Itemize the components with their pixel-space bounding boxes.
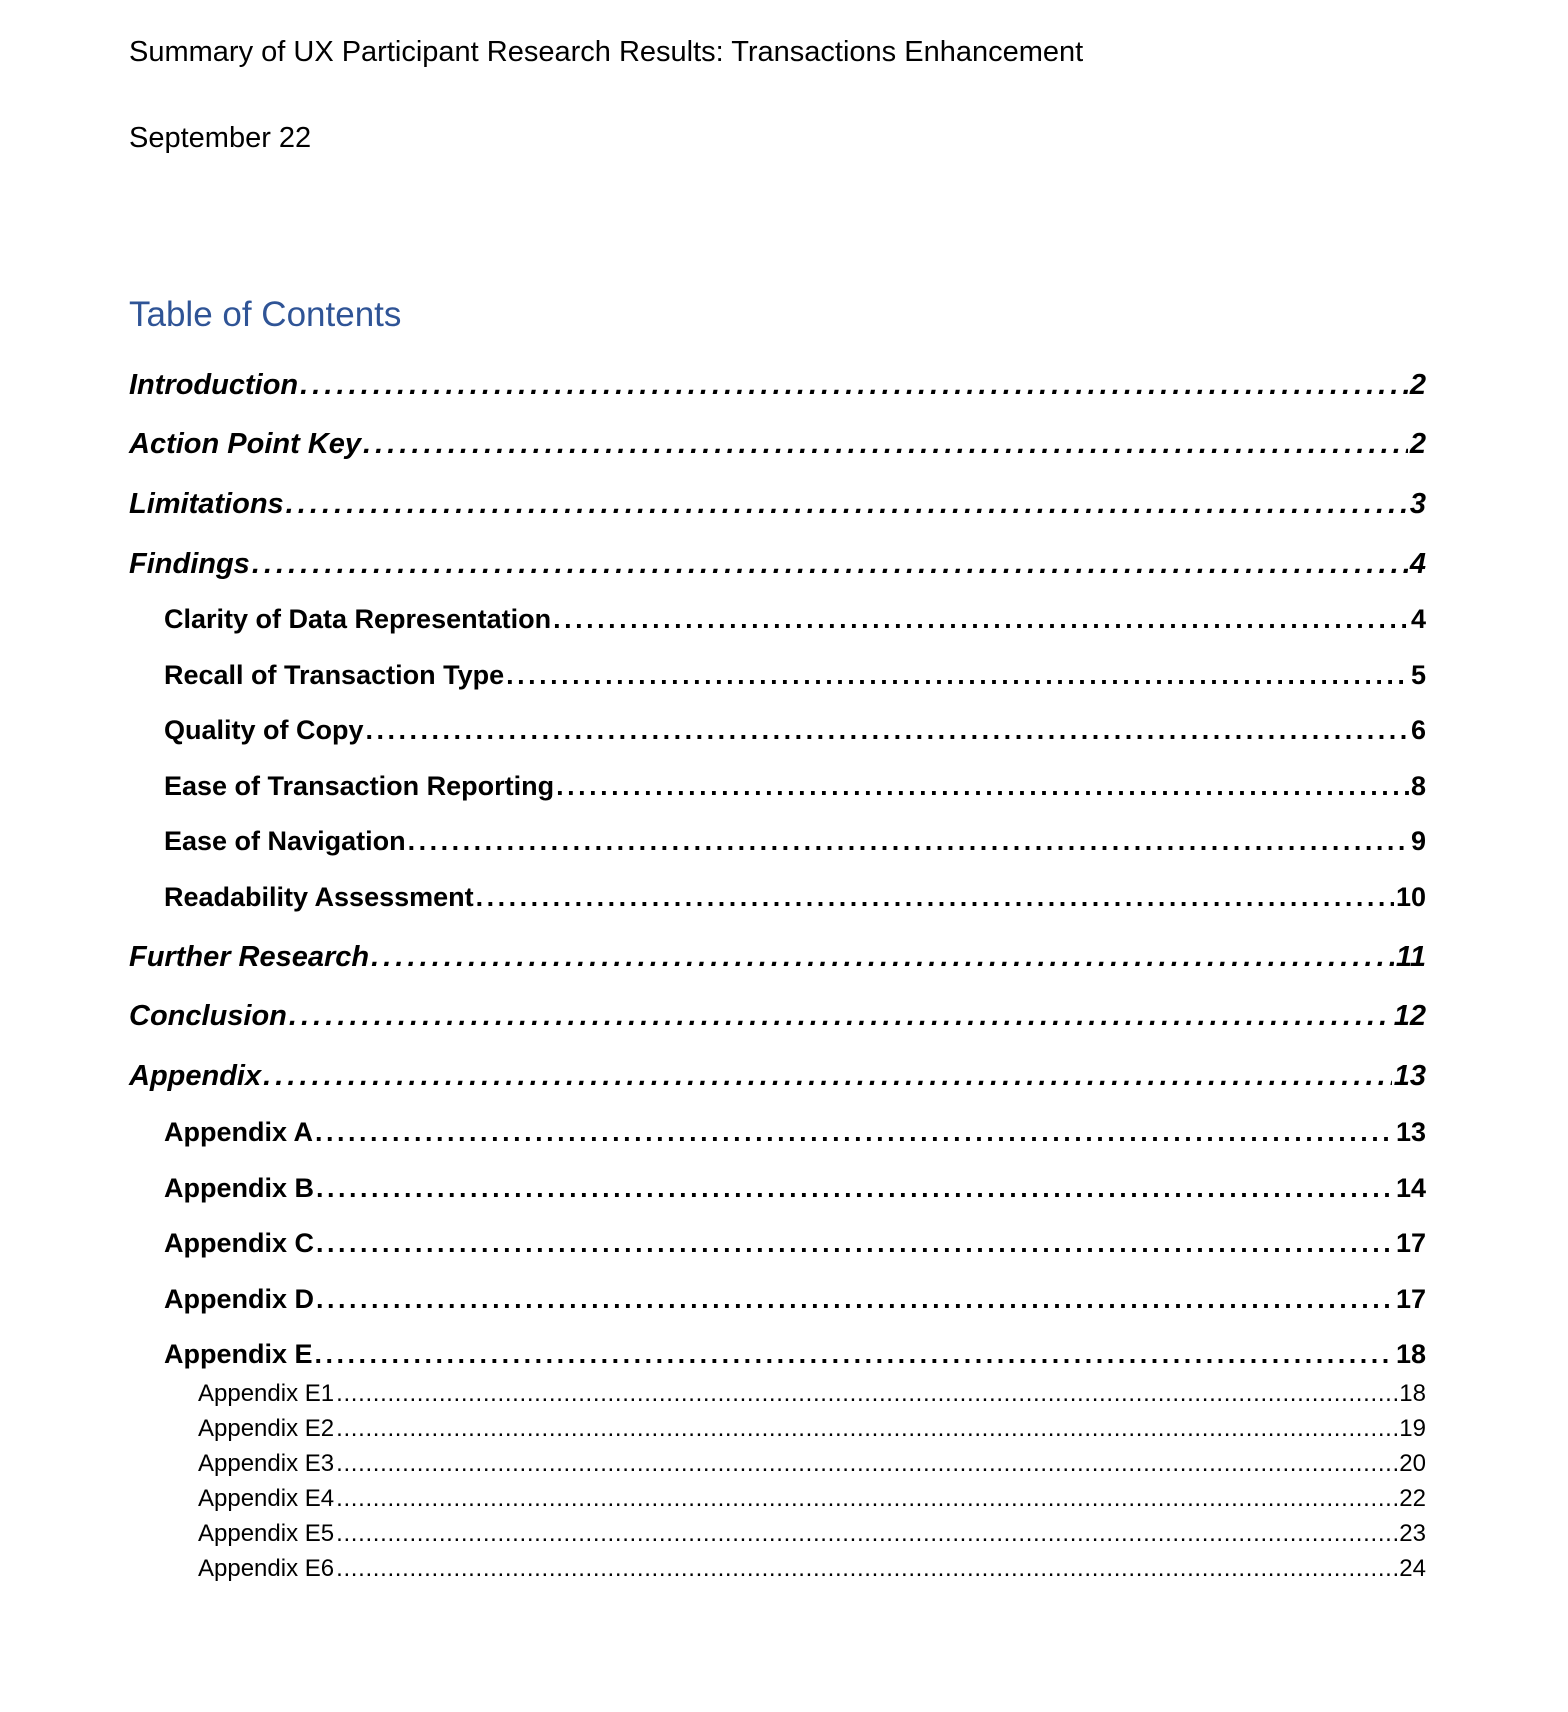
toc-entry[interactable]: [129, 1056, 1426, 1096]
toc-leader-dots: [506, 657, 1409, 693]
toc-leader-dots: [336, 1413, 1397, 1445]
toc-entry[interactable]: [198, 1448, 1426, 1480]
toc-entry[interactable]: [164, 1225, 1426, 1261]
toc-entry-label: Appendix E6: [198, 1555, 335, 1582]
toc-entry-page-number: 5: [1410, 660, 1426, 690]
toc-leader-dots: [336, 1378, 1397, 1410]
toc-leader-dots: [336, 1448, 1397, 1480]
toc-entry-label: Appendix E1: [198, 1380, 335, 1407]
toc-entry-label: Readability Assessment: [164, 882, 474, 912]
toc-leader-dots: [315, 1336, 1394, 1372]
toc-entry-label: Appendix E5: [198, 1520, 335, 1547]
toc-entry-label: Appendix A: [164, 1117, 314, 1147]
document-title: Summary of UX Participant Research Results: Transactions Enhancement: [129, 36, 1084, 68]
toc-entry-page-number: 22: [1399, 1485, 1426, 1512]
toc-entry-label: Appendix C: [164, 1228, 315, 1258]
toc-entry-label: Clarity of Data Representation: [164, 604, 552, 634]
toc-entry-label: Appendix E2: [198, 1415, 335, 1442]
toc-entry[interactable]: [164, 712, 1426, 748]
toc-entry-page-number: 23: [1399, 1520, 1426, 1547]
toc-leader-dots: [263, 1056, 1392, 1096]
toc-leader-dots: [336, 1518, 1397, 1550]
toc-entry-page-number: 9: [1410, 826, 1426, 856]
toc-entry[interactable]: [129, 484, 1426, 524]
toc-entry[interactable]: [164, 1336, 1426, 1372]
toc-leader-dots: [336, 1553, 1397, 1585]
toc-entry-label: Appendix E3: [198, 1450, 335, 1477]
toc-entry[interactable]: [164, 879, 1426, 915]
toc-leader-dots: [300, 365, 1408, 405]
toc-entry[interactable]: [198, 1553, 1426, 1585]
toc-entry-page-number: 13: [1395, 1117, 1426, 1147]
toc-leader-dots: [316, 1225, 1394, 1261]
toc-entry-page-number: 4: [1410, 604, 1426, 634]
toc-leader-dots: [315, 1114, 1394, 1150]
toc-leader-dots: [289, 996, 1392, 1036]
toc-entry-page-number: 6: [1410, 715, 1426, 745]
toc-leader-dots: [553, 601, 1409, 637]
toc-entry-label: Further Research: [129, 941, 370, 973]
toc-entry-page-number: 19: [1399, 1415, 1426, 1442]
toc-entry-page-number: 2: [1409, 369, 1426, 401]
toc-entry-page-number: 10: [1395, 882, 1426, 912]
toc-entry-label: Conclusion: [129, 1000, 287, 1032]
toc-entry[interactable]: [164, 823, 1426, 859]
toc-entry-label: Limitations: [129, 488, 284, 520]
document-date: September 22: [129, 122, 312, 154]
toc-entry-page-number: 24: [1399, 1555, 1426, 1582]
toc-entry-label: Appendix D: [164, 1284, 315, 1314]
toc-entry-page-number: 17: [1395, 1228, 1426, 1258]
toc-entry-page-number: 4: [1409, 548, 1426, 580]
toc-entry[interactable]: [164, 1170, 1426, 1206]
toc-entry[interactable]: [129, 424, 1426, 464]
toc-entry-label: Introduction: [129, 369, 299, 401]
toc-entry-label: Appendix E: [164, 1339, 313, 1369]
toc-entry[interactable]: [129, 365, 1426, 405]
toc-entry-label: Appendix E4: [198, 1485, 335, 1512]
toc-leader-dots: [363, 424, 1408, 464]
toc-entry[interactable]: [129, 937, 1426, 977]
toc-entry[interactable]: [198, 1518, 1426, 1550]
toc-entry-page-number: 14: [1395, 1173, 1426, 1203]
toc-entry-page-number: 20: [1399, 1450, 1426, 1477]
toc-leader-dots: [476, 879, 1394, 915]
toc-leader-dots: [252, 544, 1408, 584]
toc-entry-page-number: 3: [1409, 488, 1426, 520]
toc-entry-label: Ease of Transaction Reporting: [164, 771, 555, 801]
toc-entry-label: Findings: [129, 548, 250, 580]
toc-entry-page-number: 13: [1393, 1060, 1426, 1092]
toc-entry-page-number: 12: [1393, 1000, 1426, 1032]
toc-leader-dots: [336, 1483, 1397, 1515]
toc-leader-dots: [556, 768, 1409, 804]
toc-entry[interactable]: [129, 544, 1426, 584]
toc-entry[interactable]: [164, 1281, 1426, 1317]
toc-entry[interactable]: [164, 768, 1426, 804]
toc-entry-page-number: 8: [1410, 771, 1426, 801]
toc-entry-label: Recall of Transaction Type: [164, 660, 505, 690]
toc-leader-dots: [371, 937, 1394, 977]
toc-entry-page-number: 18: [1395, 1339, 1426, 1369]
toc-entry[interactable]: [164, 601, 1426, 637]
toc-entry-page-number: 11: [1395, 941, 1426, 973]
toc-leader-dots: [408, 823, 1409, 859]
toc-leader-dots: [286, 484, 1408, 524]
toc-leader-dots: [316, 1281, 1394, 1317]
toc-entry[interactable]: [129, 996, 1426, 1036]
toc-entry[interactable]: [198, 1413, 1426, 1445]
toc-entry-label: Action Point Key: [129, 428, 362, 460]
toc-entry-page-number: 18: [1399, 1380, 1426, 1407]
toc-entry[interactable]: [198, 1378, 1426, 1410]
toc-entry-label: Ease of Navigation: [164, 826, 406, 856]
toc-entry-label: Appendix: [129, 1060, 262, 1092]
toc-entry-page-number: 17: [1395, 1284, 1426, 1314]
toc-entry-label: Appendix B: [164, 1173, 315, 1203]
toc-entry-page-number: 2: [1409, 428, 1426, 460]
toc-entry-label: Quality of Copy: [164, 715, 364, 745]
toc-entry[interactable]: [198, 1483, 1426, 1515]
toc-entry[interactable]: [164, 1114, 1426, 1150]
toc-leader-dots: [366, 712, 1409, 748]
toc-leader-dots: [316, 1170, 1394, 1206]
toc-heading: Table of Contents: [129, 295, 402, 334]
toc-entry[interactable]: [164, 657, 1426, 693]
